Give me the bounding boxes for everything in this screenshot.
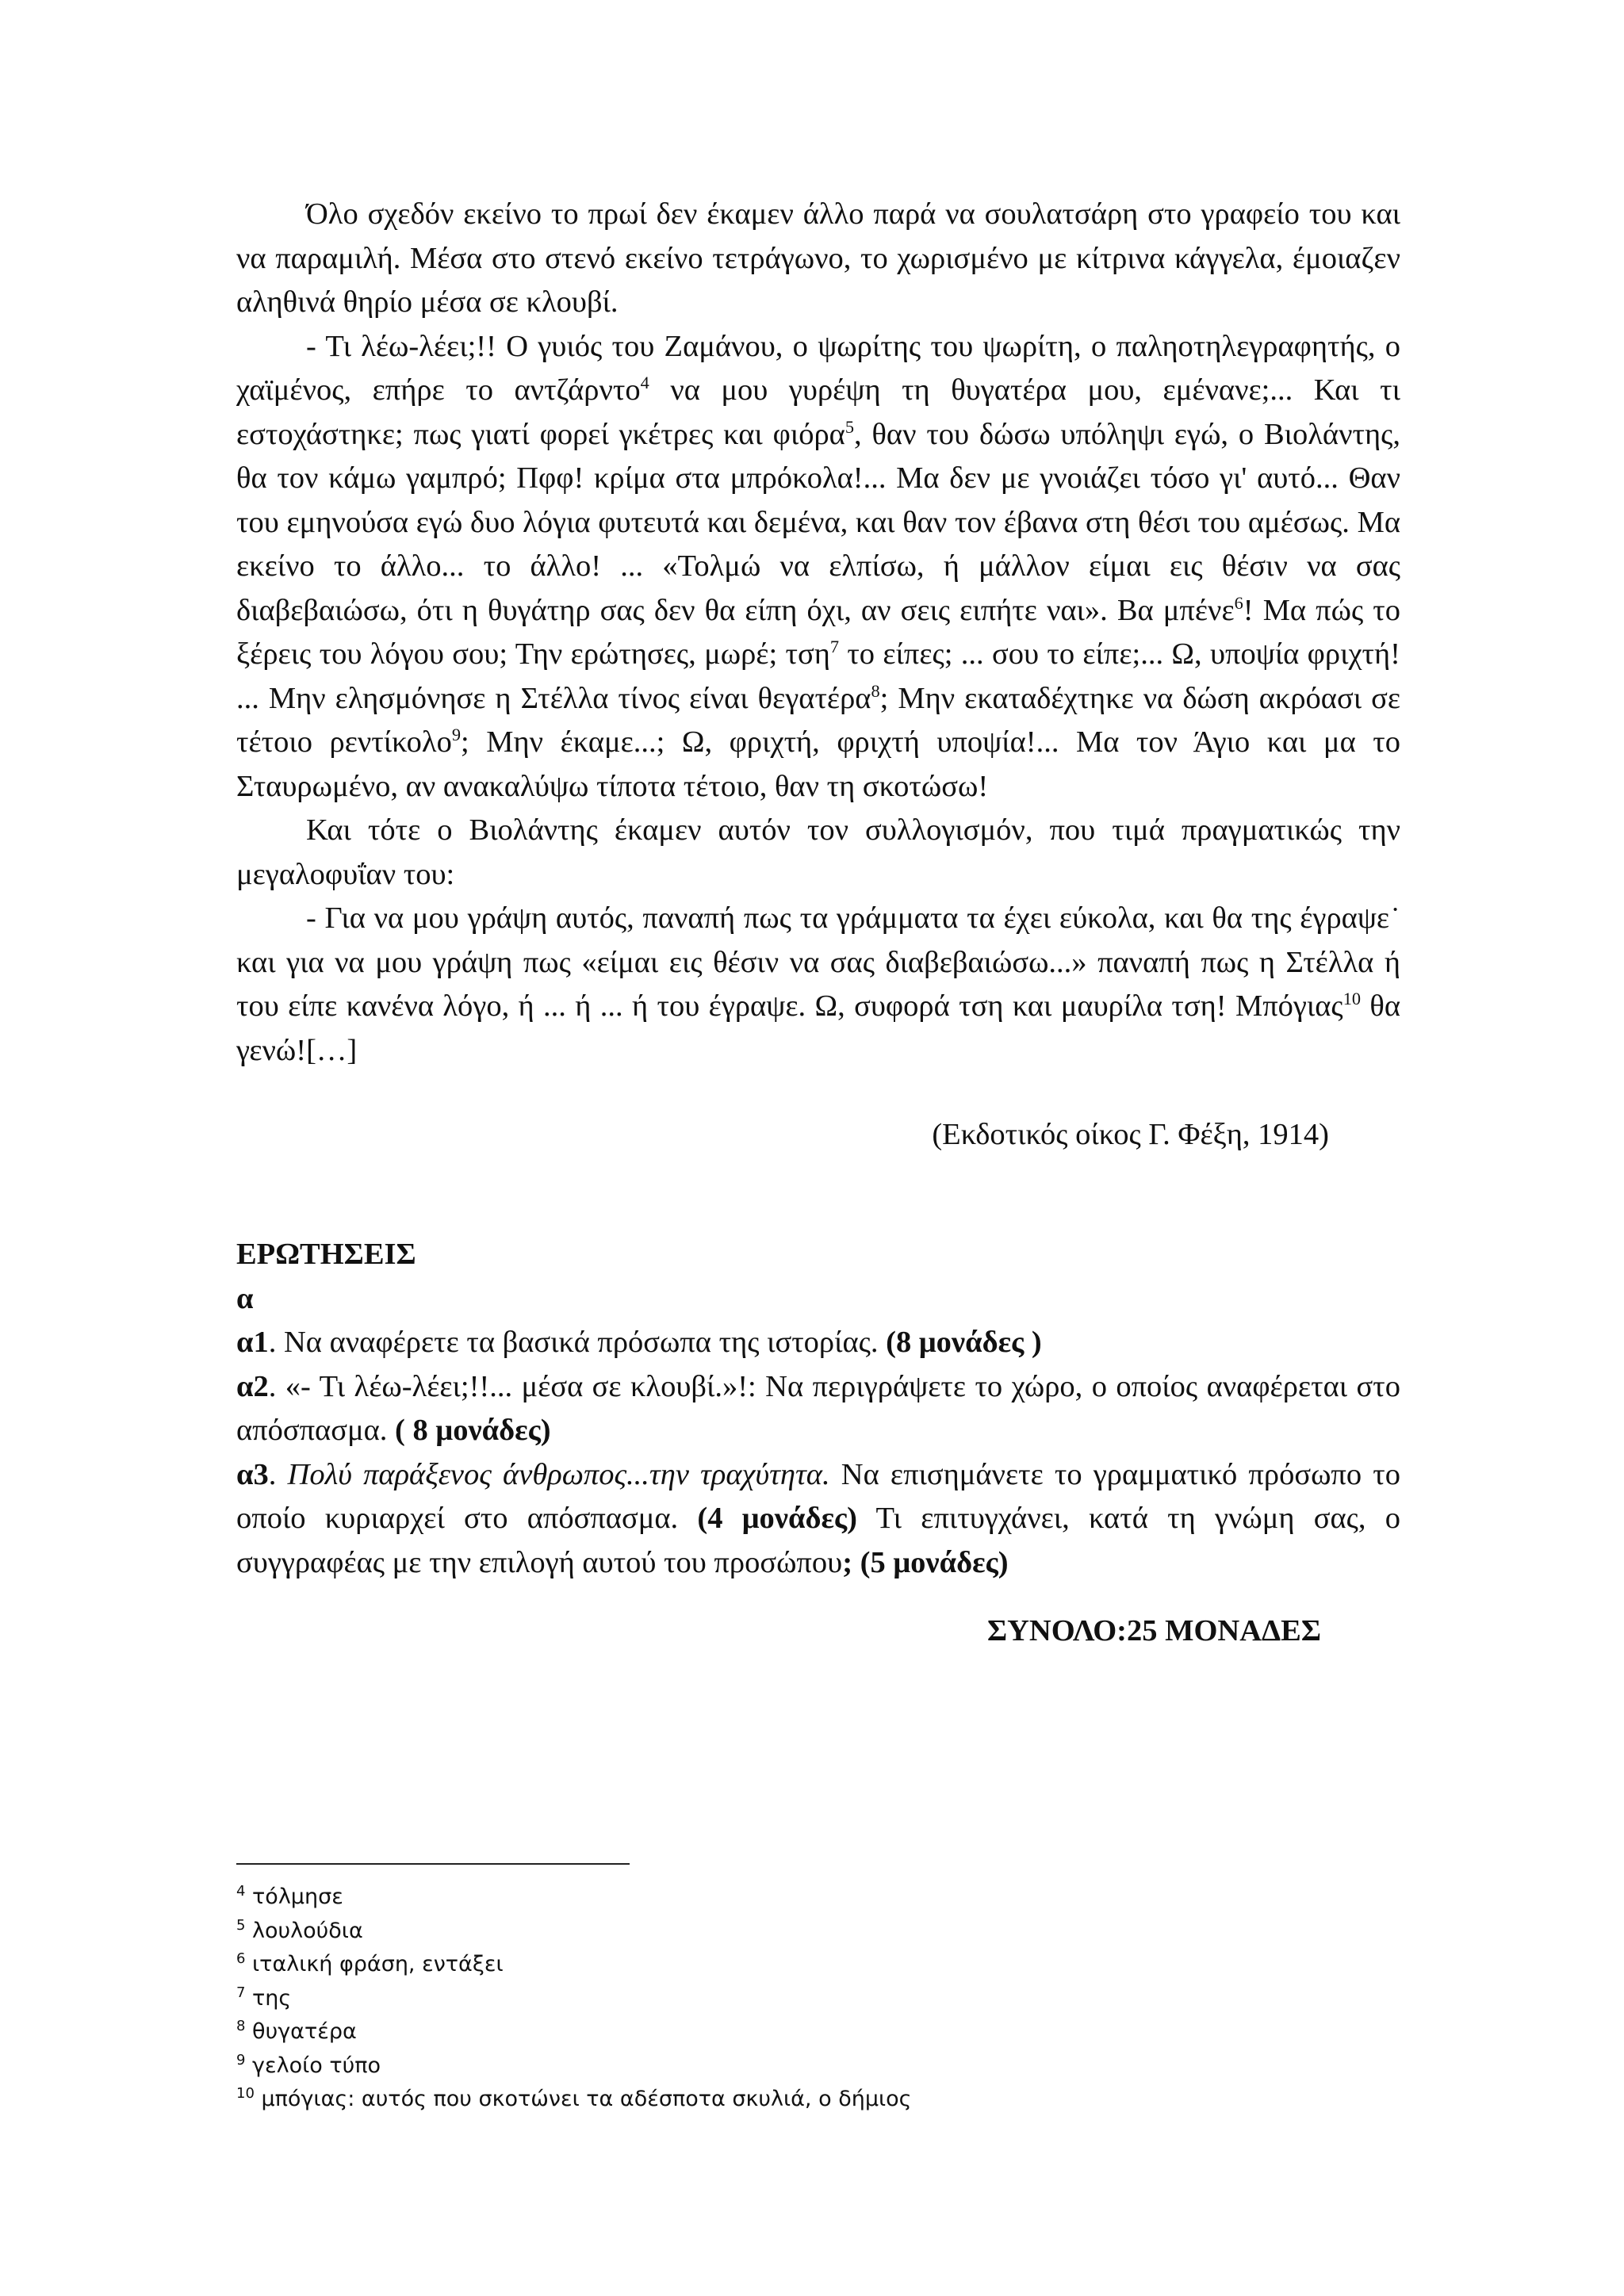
paragraph-2-text: ! Μα πώς το ξέρεις του λόγου σου; Την ερώτησες, μωρέ; τση: [236, 593, 1400, 671]
paragraph-4: [236, 897, 1400, 1073]
footnote-text: θυγατέρα: [252, 2019, 357, 2044]
paragraph-2-text: , θαν του δώσω υπόληψι εγώ, ο Βιολάντης, θα τον κάμω γαμπρό; Πφφ! κρίμα στα μπρόκολα!... Μα δεν με γνοιάζει τόσο γι' αυτό... Θαν του εμηνούσα εγώ δυο λόγια φυτευτά και δεμένα, και θαν τον έβανα στη θέσι του αμέσως. Μα εκείνο το άλλο... το άλλο! ... «Τολμώ να ελπίσω, ή μάλλον είμαι εις θέσιν να σας διαβεβαιώσω, ότι η θυγάτηρ σας δεν θα είπη όχι, αν σεις ειπήτε ναι». Βα μπένε: [236, 417, 1400, 627]
paragraph-4-text: θα γενώ![…]: [236, 989, 1400, 1067]
footnote-item: [236, 1982, 1188, 2016]
question-text: . Να αναφέρετε τα βασικά πρόσωπα της ιστορίας.: [268, 1326, 887, 1359]
questions-heading: ΕΡΩΤΗΣΕΙΣ: [236, 1238, 416, 1271]
question-a2: [236, 1365, 1400, 1453]
footnote-ref-7[interactable]: 7: [829, 637, 839, 657]
paragraph-1: Όλο σχεδόν εκείνο το πρωί δεν έκαμεν άλλο παρά να σουλατσάρη στο γραφείο του και να παραμιλή. Μέσα στο στενό εκείνο τετράγωνο, το χωρισμένο με κίτρινα κάγγελα, έμοιαζεν αληθινά θηρίο μέσα σε κλουβί.: [236, 197, 1400, 319]
question-separator: .: [268, 1457, 288, 1491]
total-points: ΣΥΝΟΛΟ:25 ΜΟΝΑΔΕΣ: [986, 1614, 1321, 1647]
source-citation: (Εκδοτικός οίκος Γ. Φέξη, 1914): [932, 1118, 1329, 1151]
question-label: α3: [236, 1457, 269, 1491]
paragraph-3: Και τότε ο Βιολάντης έκαμεν αυτόν τον συλλογισμόν, που τιμά πραγματικώς την μεγαλοφυΐαν του:: [236, 813, 1400, 891]
question-text: Να επισημάνετε το γραμματικό πρόσωπο το οποίο κυριαρχεί στο απόσπασμα.: [236, 1457, 1400, 1535]
paragraph-4-text: - Για να μου γράψη αυτός, παναπή πως τα γράμματα τα έχει εύκολα, και θα της έγραψε˙ και για να μου γράψη πως «είμαι εις θέσιν να σας διαβεβαιώσω...» παναπή πως η Στέλλα ή του είπε κανένα λόγο, ή ... ή ... ή του έγραψε. Ω, συφορά τση και μαυρίλα τση! Μπόγιας: [236, 901, 1400, 1023]
footnote-ref-8[interactable]: 8: [871, 680, 880, 701]
paragraph-2-text: το είπες; ... σου το είπε;... Ω, υποψία φριχτή! ... Μην ελησμόνησε η Στέλλα τίνος είναι θεγατέρα: [236, 637, 1400, 715]
question-points: ; (5 μονάδες): [842, 1545, 1009, 1579]
footnote-number: 7: [236, 1984, 246, 2001]
footnote-item: [236, 1948, 1188, 1982]
footnote-text: μπόγιας: αυτός που σκοτώνει τα αδέσποτα σκυλιά, ο δήμιος: [261, 2087, 912, 2111]
passage-text: [236, 193, 1400, 1073]
questions-section: [236, 1233, 1400, 1585]
paragraph-2-text: - Τι λέω-λέει;!! Ο γυιός του Ζαμάνου, ο ψωρίτης του ψωρίτη, ο παληοτηλεγραφητής, ο χαϊμένος, επήρε το αντζάρντο: [236, 329, 1400, 407]
question-points: ( 8 μονάδες): [395, 1414, 551, 1447]
footnote-number: 6: [236, 1950, 246, 1967]
footnote-number: 4: [236, 1883, 246, 1900]
question-quote: Πολύ παράξενος άνθρωπος...την τραχύτητα.: [287, 1457, 830, 1491]
question-text: . «- Τι λέω-λέει;!!... μέσα σε κλουβί.»!: Να περιγράψετε το χώρο, ο οποίος αναφέρεται στο απόσπασμα.: [236, 1369, 1400, 1447]
footnote-ref-10[interactable]: 10: [1342, 989, 1362, 1009]
footnote-text: λουλούδια: [252, 1918, 363, 1943]
question-label: α2: [236, 1369, 269, 1403]
footnote-ref-9[interactable]: 9: [451, 725, 462, 745]
footnote-ref-6[interactable]: 6: [1234, 592, 1243, 613]
footnote-number: 10: [236, 2085, 255, 2102]
footnote-number: 9: [236, 2051, 246, 2068]
footnote-text: γελοίο τύπο: [252, 2053, 381, 2078]
footnote-item: [236, 2049, 1188, 2084]
paragraph-2: [236, 325, 1400, 809]
footnote-text: της: [252, 1985, 292, 2011]
question-a3: [236, 1453, 1400, 1586]
question-a1: [236, 1321, 1400, 1365]
footnote-item: [236, 2083, 1188, 2117]
footnote-item: [236, 1881, 1188, 1915]
section-label: α: [236, 1281, 254, 1315]
footnotes: [236, 1881, 1188, 2117]
footnote-number: 8: [236, 2018, 246, 2034]
footnote-item: [236, 1915, 1188, 1949]
paragraph-2-text: ; Μην εκαταδέχτηκε να δώση ακρόασι σε τέτοιο ρεντίκολο: [236, 681, 1400, 759]
question-label: α1: [236, 1326, 269, 1359]
footnote-text: ιταλική φράση, εντάξει: [252, 1952, 504, 1976]
footnote-ref-5[interactable]: 5: [845, 416, 854, 437]
footnote-divider: [236, 1863, 630, 1865]
footnote-ref-4[interactable]: 4: [640, 373, 649, 393]
footnote-item: [236, 2015, 1188, 2049]
question-text: Τι επιτυγχάνει, κατά τη γνώμη σας, ο συγγραφέας με την επιλογή αυτού του προσώπου: [236, 1502, 1400, 1579]
question-points: (4 μονάδες): [697, 1502, 857, 1535]
footnote-number: 5: [236, 1916, 246, 1934]
question-points: (8 μονάδες ): [886, 1326, 1042, 1359]
paragraph-2-text: να μου γυρέψη τη θυγατέρα μου, εμένανε;... Και τι εστοχάστηκε; πως γιατί φορεί γκέτρες και φιόρα: [236, 373, 1401, 451]
paragraph-2-text: ; Μην έκαμε...; Ω, φριχτή, φριχτή υποψία!... Μα τον Άγιο και μα το Σταυρωμένο, αν ανακαλύψω τίποτα τέτοιο, θαν τη σκοτώσω!: [236, 725, 1400, 803]
footnote-text: τόλμησε: [252, 1885, 343, 1909]
